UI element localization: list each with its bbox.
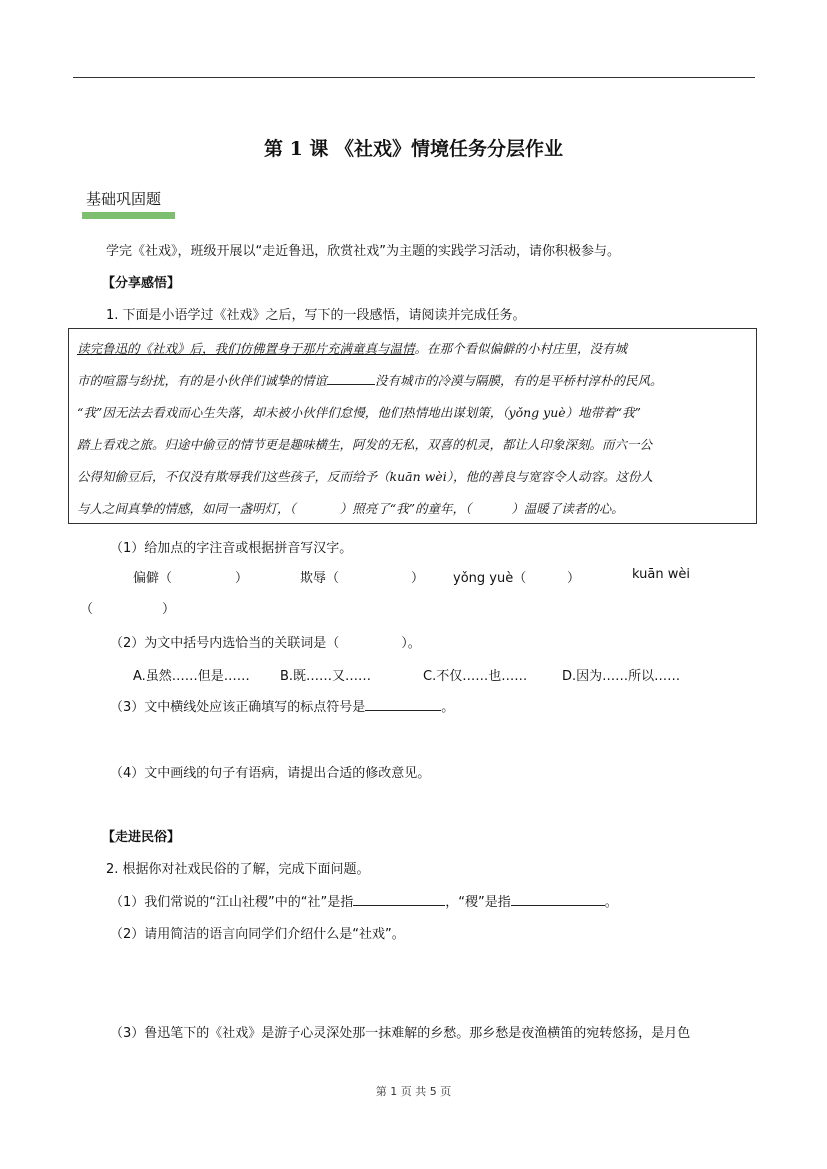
option-c: C.不仅……也……	[423, 669, 528, 684]
punctuation-blank[interactable]	[327, 384, 375, 385]
answer-blank[interactable]	[353, 905, 445, 906]
intro-text: 学完《社戏》，班级开展以“走近鲁迅，欣赏社戏”为主题的实践学习活动，请你积极参与。	[106, 244, 620, 259]
question-2-stem: 2. 根据你对社戏民俗的了解，完成下面问题。	[106, 862, 370, 877]
page-title: 第 1 课 《社戏》情境任务分层作业	[263, 138, 564, 160]
sub-question-text: 。	[604, 895, 618, 910]
answer-blank[interactable]	[511, 905, 605, 906]
passage-line-5: 公得知偷豆后，不仅没有欺辱我们这些孩子，反而给予（kuān wèi），他的善良与宽容令人动容。这份人	[77, 469, 653, 484]
answer-blank[interactable]	[365, 710, 441, 711]
passage-text: 。在那个看似偏僻的小村庄里，没有城	[414, 341, 628, 356]
sub-question-text: （3）文中横线处应该正确填写的标点符号是	[110, 700, 366, 715]
pinyin-item-label: 偏僻（	[133, 571, 173, 586]
sub-question-text: ，“稷”是指	[445, 895, 511, 910]
passage-line-1	[77, 339, 627, 357]
pinyin-item-close: ）	[567, 571, 581, 586]
section-heading: 基础巩固题	[86, 190, 162, 208]
sub-question-1: （1）给加点的字注音或根据拼音写汉字。	[110, 541, 353, 556]
passage-text: 与人之间真挚的情感，如同一盏明灯，（	[77, 501, 296, 516]
passage-text: ）温暖了读者的心。	[511, 501, 624, 516]
section-heading-bar	[82, 212, 175, 219]
reading-passage	[68, 328, 757, 524]
passage-line-3: “我”因无法去看戏而心生失落，却未被小伙伴们怠慢，他们热情地出谋划策，（yǒng yuè）地带着“我”	[77, 405, 641, 420]
sub-question-text: 。	[441, 700, 455, 715]
underlined-sentence: 读完鲁迅的《社戏》后，我们仿佛置身于那片充满童真与温情	[77, 341, 415, 356]
sub-question-text: （2）为文中括号内选恰当的关联词是（	[110, 636, 340, 651]
pinyin-item-open: （	[80, 602, 94, 617]
header-rule	[73, 77, 755, 78]
page-footer: 第 1 页 共 5 页	[375, 1085, 452, 1098]
sub-question-text: （1）我们常说的“江山社稷”中的“社”是指	[110, 895, 354, 910]
sub-question-2-3: （3）鲁迅笔下的《社戏》是游子心灵深处那一抹难解的乡愁。那乡愁是夜渔横笛的宛转悠扬，是月色	[110, 1026, 691, 1041]
question-1-stem: 1. 下面是小语学过《社戏》之后，写下的一段感悟，请阅读并完成任务。	[106, 308, 526, 323]
option-d: D.因为……所以……	[562, 669, 681, 684]
passage-line-6	[77, 499, 624, 517]
pinyin-item-close: ）	[235, 571, 249, 586]
option-b: B.既……又……	[280, 669, 372, 684]
passage-line-4: 踏上看戏之旅。归途中偷豆的情节更是趣味横生，阿发的无私，双喜的机灵，都让人印象深刻。而六一公	[77, 437, 653, 452]
passage-text: 没有城市的冷漠与隔膜，有的是平桥村淳朴的民风。	[375, 373, 663, 388]
passage-text: 市的喧嚣与纷扰，有的是小伙伴们诚挚的情谊	[77, 373, 328, 388]
part1-heading: 【分享感悟】	[102, 276, 181, 291]
passage-text: ）照亮了“我”的童年，（	[339, 501, 472, 516]
pinyin-item-label: yǒng yuè（	[453, 571, 527, 586]
sub-question-2	[110, 632, 421, 651]
passage-line-2	[77, 371, 663, 389]
sub-question-4: （4）文中画线的句子有语病，请提出合适的修改意见。	[110, 766, 431, 781]
sub-question-2-1	[110, 891, 618, 910]
pinyin-item-close: ）	[411, 571, 425, 586]
pinyin-item-label: 欺辱（	[300, 571, 340, 586]
pinyin-item-label: kuān wèi	[632, 567, 690, 582]
sub-question-3	[110, 696, 454, 715]
option-a: A.虽然……但是……	[133, 669, 250, 684]
sub-question-2-2: （2）请用简洁的语言向同学们介绍什么是“社戏”。	[110, 927, 405, 942]
pinyin-item-close: ）	[162, 602, 176, 617]
part2-heading: 【走进民俗】	[102, 830, 181, 845]
sub-question-text: ）。	[401, 636, 421, 651]
